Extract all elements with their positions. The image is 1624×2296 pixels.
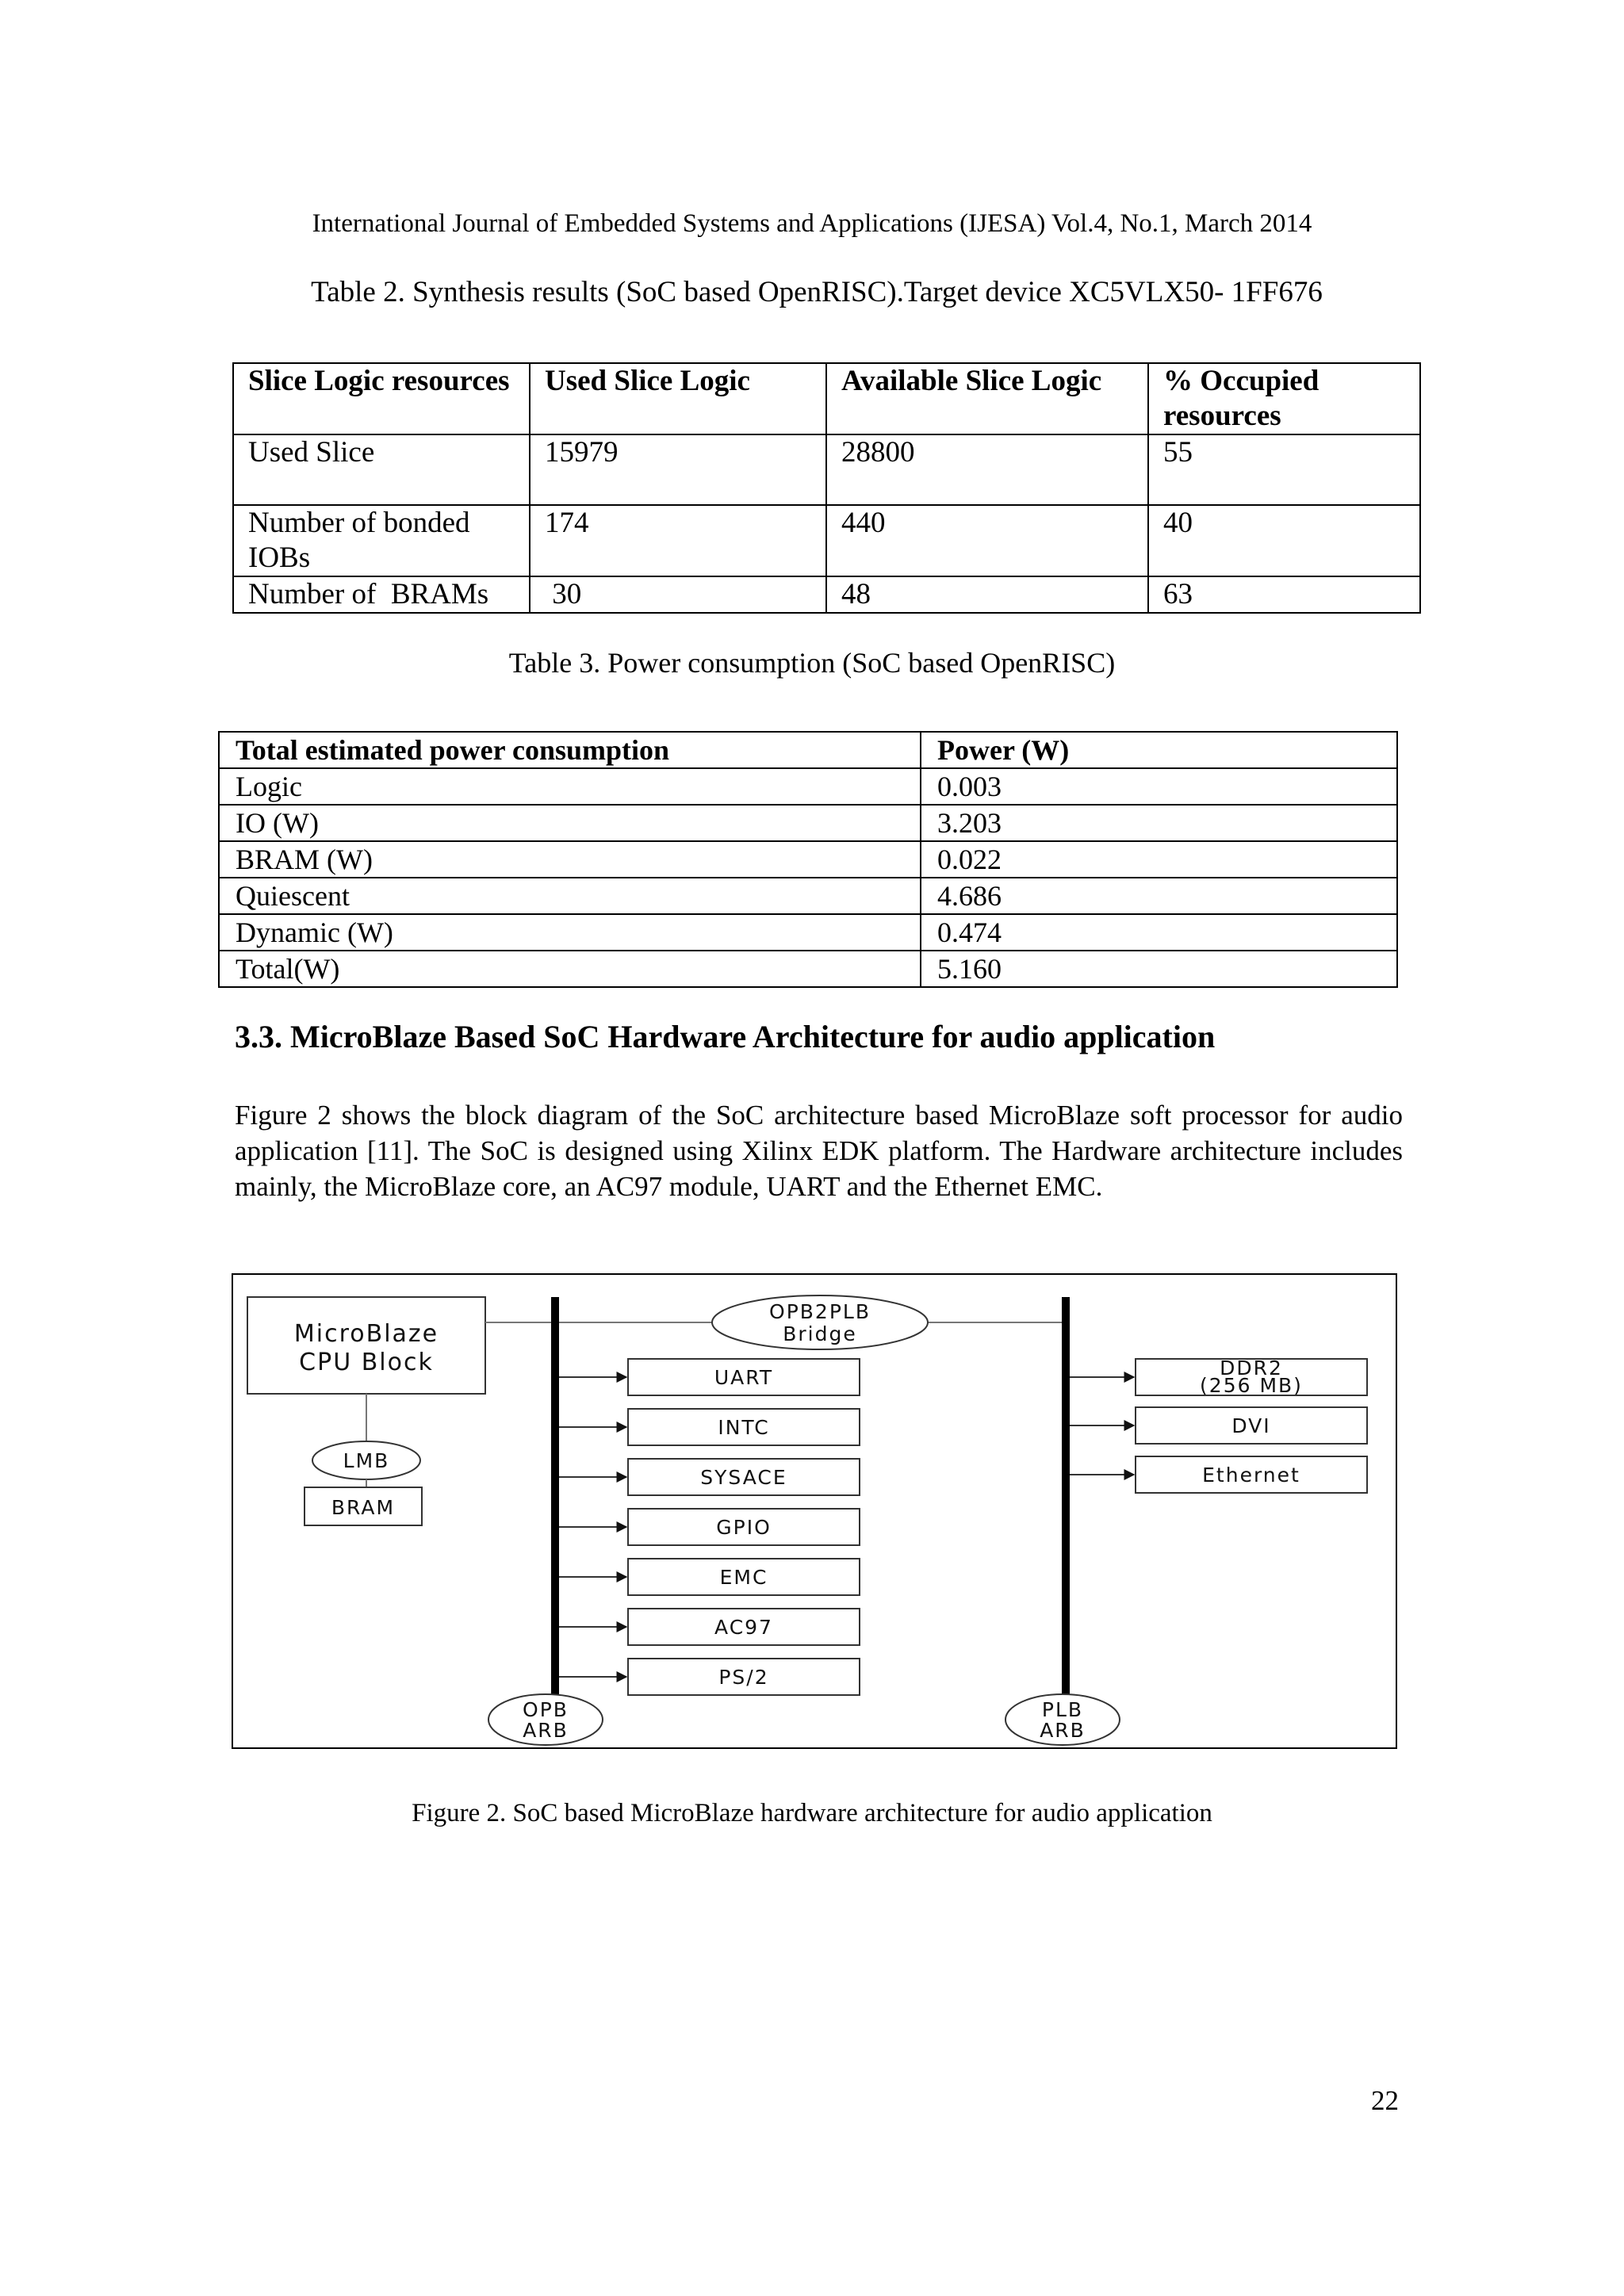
table-cell: Used Slice: [233, 434, 530, 505]
table-row: [219, 841, 1397, 878]
opb-peripheral-uart: [559, 1359, 860, 1395]
table-cell: 5.160: [921, 951, 1397, 987]
table-row: [233, 576, 1420, 613]
uart-label: UART: [714, 1366, 774, 1389]
table2-caption: Table 2. Synthesis results (SoC based OpenRISC).Target device XC5VLX50- 1FF676: [311, 276, 1323, 308]
table-row: [219, 951, 1397, 987]
table-row: [219, 914, 1397, 951]
ddr2-label: DDR2: [1220, 1357, 1283, 1380]
table-cell: 63: [1148, 576, 1420, 613]
table-header-row: [233, 363, 1420, 434]
table-cell: Number of bonded IOBs: [233, 505, 530, 576]
opb-peripheral-ps2: [559, 1659, 860, 1695]
cpu-label-line1: MicroBlaze: [293, 1320, 439, 1348]
emc-label: EMC: [719, 1566, 768, 1589]
table-header-cell: Available Slice Logic: [826, 363, 1148, 434]
table-cell: 55: [1148, 434, 1420, 505]
ethernet-label: Ethernet: [1202, 1464, 1300, 1487]
journal-header: International Journal of Embedded Systems and Applications (IJESA) Vol.4, No.1, March 2014: [312, 209, 1312, 238]
table-cell: Quiescent: [219, 878, 921, 914]
table-cell: 0.022: [921, 841, 1397, 878]
ddr2-size-label: (256 MB): [1200, 1374, 1303, 1397]
opb-arb-line1: OPB: [523, 1698, 569, 1721]
table-row: [219, 805, 1397, 841]
table-cell: Dynamic (W): [219, 914, 921, 951]
table-cell: 28800: [826, 434, 1148, 505]
opb-peripheral-sysace: [559, 1459, 860, 1495]
lmb-label: LMB: [343, 1449, 390, 1472]
opb-peripheral-ac97: [559, 1609, 860, 1645]
table-cell: 15979: [530, 434, 826, 505]
figure-caption: Figure 2. SoC based MicroBlaze hardware architecture for audio application: [412, 1799, 1212, 1827]
table-cell: Total(W): [219, 951, 921, 987]
table-row: [219, 768, 1397, 805]
table-cell: BRAM (W): [219, 841, 921, 878]
bram-label: BRAM: [331, 1496, 396, 1519]
power-consumption-table: [218, 731, 1398, 988]
table-row: [233, 434, 1420, 505]
intc-label: INTC: [718, 1416, 770, 1439]
bridge-label-line1: OPB2PLB: [769, 1300, 871, 1323]
table-cell: Logic: [219, 768, 921, 805]
dvi-label: DVI: [1231, 1414, 1271, 1437]
table-cell: 0.474: [921, 914, 1397, 951]
table-cell: 4.686: [921, 878, 1397, 914]
opb-arb-line2: ARB: [523, 1719, 569, 1742]
sysace-label: SYSACE: [700, 1466, 787, 1489]
table-row: [233, 505, 1420, 576]
opb-peripheral-emc: [559, 1559, 860, 1595]
table-cell: IO (W): [219, 805, 921, 841]
block-diagram: [233, 1275, 1396, 1747]
table-cell: 440: [826, 505, 1148, 576]
ps2-label: PS/2: [718, 1666, 769, 1689]
plb-peripheral-dvi: [1070, 1407, 1367, 1444]
table-cell: 30: [530, 576, 826, 613]
plb-arb-line1: PLB: [1041, 1698, 1084, 1721]
opb-peripheral-gpio: [559, 1509, 860, 1545]
table-header-cell: Power (W): [921, 732, 1397, 768]
table-cell: 3.203: [921, 805, 1397, 841]
table-header-cell: Used Slice Logic: [530, 363, 826, 434]
table-header-cell: Slice Logic resources: [233, 363, 530, 434]
plb-arb-line2: ARB: [1040, 1719, 1086, 1742]
body-paragraph: Figure 2 shows the block diagram of the SoC architecture based MicroBlaze soft processor for audio application [11]. The SoC is designed using Xilinx EDK platform. The Hardware architecture includes mainly, the MicroBlaze core, an AC97 module, UART and the Ethernet EMC.: [235, 1100, 1403, 1202]
table3-caption: Table 3. Power consumption (SoC based OpenRISC): [508, 647, 1116, 679]
gpio-label: GPIO: [716, 1516, 772, 1539]
ac97-label: AC97: [714, 1616, 773, 1639]
section-heading: 3.3. MicroBlaze Based SoC Hardware Architecture for audio application: [235, 1019, 1216, 1054]
page-number: 22: [1371, 2085, 1399, 2116]
table-header-row: [219, 732, 1397, 768]
plb-peripheral-ddr2: [1070, 1357, 1367, 1397]
table-cell: 0.003: [921, 768, 1397, 805]
plb-peripheral-ethernet: [1070, 1456, 1367, 1493]
cpu-label-line2: CPU Block: [299, 1349, 434, 1376]
block-diagram-figure: [232, 1273, 1397, 1749]
bridge-label-line2: Bridge: [783, 1322, 857, 1345]
table-header-cell: % Occupied resources: [1148, 363, 1420, 434]
opb-peripheral-intc: [559, 1409, 860, 1445]
table-header-cell: Total estimated power consumption: [219, 732, 921, 768]
table-cell: 174: [530, 505, 826, 576]
synthesis-results-table: [232, 362, 1421, 614]
table-cell: 40: [1148, 505, 1420, 576]
table-cell: 48: [826, 576, 1148, 613]
table-cell: Number of BRAMs: [233, 576, 530, 613]
table-row: [219, 878, 1397, 914]
